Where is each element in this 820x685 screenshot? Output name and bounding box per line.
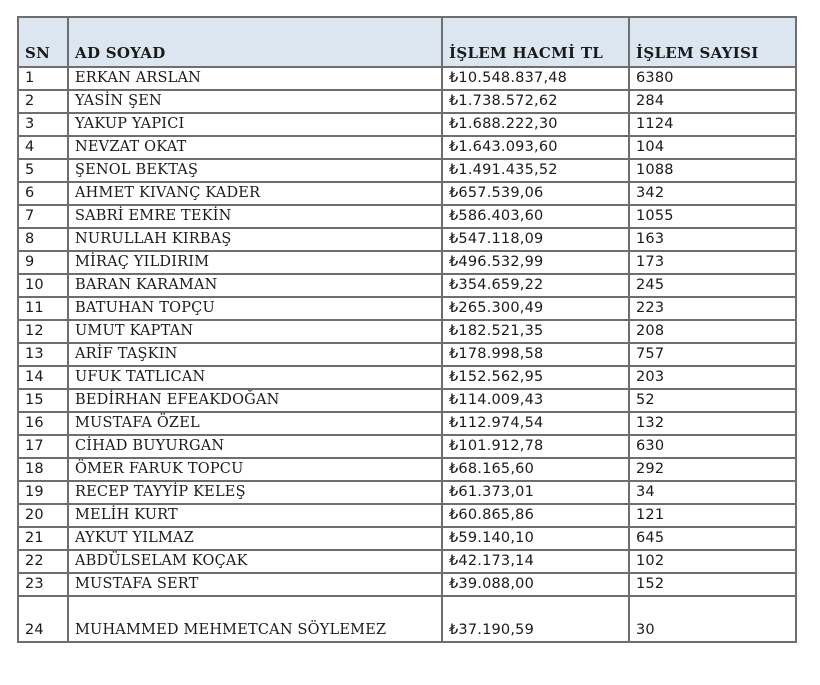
cell-volume: ₺39.088,00 [442,573,629,596]
table-row [18,504,796,527]
table-row [18,113,796,136]
cell-count: 30 [629,596,796,642]
table-row [18,274,796,297]
cell-sn: 2 [18,90,68,113]
table-row [18,67,796,90]
transaction-ranking-table [17,16,797,643]
cell-count: 121 [629,504,796,527]
cell-count: 152 [629,573,796,596]
cell-volume: ₺1.688.222,30 [442,113,629,136]
table-row [18,136,796,159]
cell-sn: 8 [18,228,68,251]
table-row [18,297,796,320]
cell-volume: ₺68.165,60 [442,458,629,481]
cell-name: MUHAMMED MEHMETCAN SÖYLEMEZ [68,596,442,642]
cell-volume: ₺112.974,54 [442,412,629,435]
cell-volume: ₺60.865,86 [442,504,629,527]
cell-name: YASİN ŞEN [68,90,442,113]
cell-volume: ₺496.532,99 [442,251,629,274]
table-row [18,228,796,251]
table-row [18,458,796,481]
cell-sn: 14 [18,366,68,389]
cell-count: 104 [629,136,796,159]
cell-sn: 6 [18,182,68,205]
cell-sn: 13 [18,343,68,366]
cell-name: MELİH KURT [68,504,442,527]
cell-volume: ₺59.140,10 [442,527,629,550]
cell-name: RECEP TAYYİP KELEŞ [68,481,442,504]
table-row [18,527,796,550]
header-count: İŞLEM SAYISI [629,17,796,67]
table-row [18,366,796,389]
cell-volume: ₺178.998,58 [442,343,629,366]
cell-volume: ₺547.118,09 [442,228,629,251]
cell-name: MİRAÇ YILDIRIM [68,251,442,274]
cell-volume: ₺182.521,35 [442,320,629,343]
table-body [18,67,796,642]
table-row [18,90,796,113]
cell-count: 1055 [629,205,796,228]
cell-sn: 4 [18,136,68,159]
cell-count: 52 [629,389,796,412]
cell-count: 630 [629,435,796,458]
header-sn: SN [18,17,68,67]
cell-volume: ₺42.173,14 [442,550,629,573]
cell-name: UFUK TATLICAN [68,366,442,389]
cell-name: ŞENOL BEKTAŞ [68,159,442,182]
cell-sn: 18 [18,458,68,481]
cell-name: CİHAD BUYURGAN [68,435,442,458]
cell-sn: 17 [18,435,68,458]
cell-volume: ₺1.643.093,60 [442,136,629,159]
cell-volume: ₺265.300,49 [442,297,629,320]
cell-sn: 3 [18,113,68,136]
table-row [18,550,796,573]
table-row [18,251,796,274]
cell-sn: 22 [18,550,68,573]
cell-name: ERKAN ARSLAN [68,67,442,90]
cell-sn: 5 [18,159,68,182]
cell-name: UMUT KAPTAN [68,320,442,343]
cell-count: 208 [629,320,796,343]
cell-sn: 12 [18,320,68,343]
cell-count: 163 [629,228,796,251]
cell-count: 6380 [629,67,796,90]
cell-name: AYKUT YILMAZ [68,527,442,550]
header-name: AD SOYAD [68,17,442,67]
cell-volume: ₺1.491.435,52 [442,159,629,182]
cell-sn: 24 [18,596,68,642]
cell-sn: 23 [18,573,68,596]
cell-sn: 15 [18,389,68,412]
cell-name: ÖMER FARUK TOPCU [68,458,442,481]
ranking-table-container [17,16,797,643]
cell-sn: 10 [18,274,68,297]
cell-sn: 20 [18,504,68,527]
cell-sn: 19 [18,481,68,504]
cell-volume: ₺10.548.837,48 [442,67,629,90]
cell-name: AHMET KIVANÇ KADER [68,182,442,205]
cell-count: 173 [629,251,796,274]
cell-volume: ₺1.738.572,62 [442,90,629,113]
table-row [18,159,796,182]
cell-count: 284 [629,90,796,113]
cell-sn: 16 [18,412,68,435]
cell-count: 245 [629,274,796,297]
cell-count: 645 [629,527,796,550]
cell-name: NEVZAT OKAT [68,136,442,159]
cell-volume: ₺657.539,06 [442,182,629,205]
cell-count: 203 [629,366,796,389]
table-row [18,596,796,642]
header-row [18,17,796,67]
cell-volume: ₺354.659,22 [442,274,629,297]
cell-name: BEDİRHAN EFEAKDOĞAN [68,389,442,412]
cell-count: 292 [629,458,796,481]
cell-name: MUSTAFA ÖZEL [68,412,442,435]
cell-sn: 9 [18,251,68,274]
table-row [18,389,796,412]
table-row [18,320,796,343]
table-row [18,205,796,228]
cell-sn: 11 [18,297,68,320]
header-volume: İŞLEM HACMİ TL [442,17,629,67]
cell-name: BARAN KARAMAN [68,274,442,297]
cell-count: 1088 [629,159,796,182]
cell-sn: 7 [18,205,68,228]
cell-volume: ₺101.912,78 [442,435,629,458]
table-row [18,573,796,596]
cell-count: 1124 [629,113,796,136]
cell-count: 102 [629,550,796,573]
cell-count: 757 [629,343,796,366]
cell-name: YAKUP YAPICI [68,113,442,136]
cell-count: 34 [629,481,796,504]
cell-name: ARİF TAŞKIN [68,343,442,366]
cell-count: 132 [629,412,796,435]
cell-count: 223 [629,297,796,320]
cell-count: 342 [629,182,796,205]
table-row [18,182,796,205]
cell-name: BATUHAN TOPÇU [68,297,442,320]
cell-name: ABDÜLSELAM KOÇAK [68,550,442,573]
cell-sn: 1 [18,67,68,90]
table-row [18,481,796,504]
cell-sn: 21 [18,527,68,550]
cell-name: MUSTAFA SERT [68,573,442,596]
table-header [18,17,796,67]
cell-name: NURULLAH KIRBAŞ [68,228,442,251]
cell-volume: ₺37.190,59 [442,596,629,642]
cell-volume: ₺114.009,43 [442,389,629,412]
cell-volume: ₺586.403,60 [442,205,629,228]
cell-volume: ₺152.562,95 [442,366,629,389]
table-row [18,343,796,366]
table-row [18,435,796,458]
cell-volume: ₺61.373,01 [442,481,629,504]
cell-name: SABRİ EMRE TEKİN [68,205,442,228]
table-row [18,412,796,435]
